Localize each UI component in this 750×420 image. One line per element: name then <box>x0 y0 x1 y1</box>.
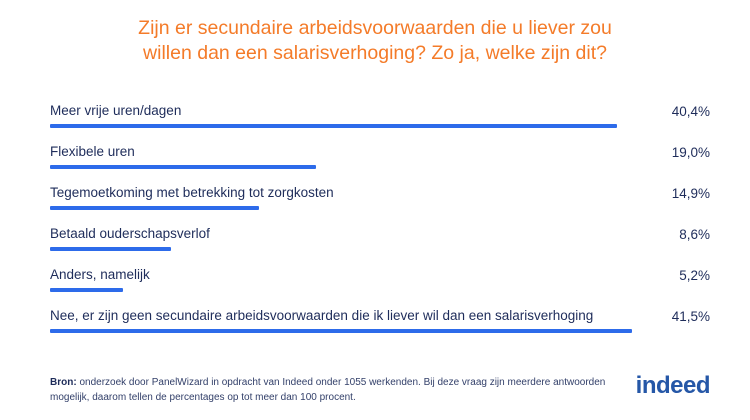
category-label: Anders, namelijk <box>50 267 150 282</box>
source-footnote <box>50 375 610 405</box>
bar-track <box>50 124 632 128</box>
bar-row <box>50 219 710 260</box>
source-text: onderzoek door PanelWizard in opdracht van Indeed onder 1055 werkenden. Bij deze vraag zijn meerdere antwoorden mogelijk, daarom tellen de percentages op tot meer dan 100 procent. <box>50 377 606 403</box>
category-label: Betaald ouderschapsverlof <box>50 226 210 241</box>
chart-title-line-2: willen dan een salarisverhoging? Zo ja, welke zijn dit? <box>143 42 607 64</box>
bar-track <box>50 329 632 333</box>
bar-row <box>50 137 710 178</box>
bar-chart <box>50 96 710 342</box>
data-label: 41,5% <box>671 309 710 324</box>
data-label: 8,6% <box>679 227 710 242</box>
bar-track <box>50 247 632 251</box>
bar-row <box>50 178 710 219</box>
chart-title <box>20 16 730 66</box>
category-label: Flexibele uren <box>50 144 135 159</box>
source-label: Bron: <box>50 377 77 388</box>
bar <box>50 329 632 333</box>
bar-row <box>50 301 710 342</box>
bar-track <box>50 165 632 169</box>
category-label: Meer vrije uren/dagen <box>50 103 182 118</box>
chart-title-line-1: Zijn er secundaire arbeidsvoorwaarden die u liever zou <box>138 17 612 39</box>
indeed-logo: indeed <box>635 372 710 399</box>
bar-track <box>50 206 632 210</box>
category-label: Nee, er zijn geen secundaire arbeidsvoorwaarden die ik liever wil dan een salarisverhoging <box>50 308 594 323</box>
bar <box>50 124 617 128</box>
bar-track <box>50 288 632 292</box>
bar <box>50 206 259 210</box>
bar <box>50 247 171 251</box>
bar <box>50 288 123 292</box>
category-label: Tegemoetkoming met betrekking tot zorgkosten <box>50 185 334 200</box>
bar-row <box>50 96 710 137</box>
data-label: 14,9% <box>671 186 710 201</box>
bar-row <box>50 260 710 301</box>
bar <box>50 165 316 169</box>
data-label: 19,0% <box>671 145 710 160</box>
data-label: 5,2% <box>679 268 710 283</box>
data-label: 40,4% <box>671 104 710 119</box>
